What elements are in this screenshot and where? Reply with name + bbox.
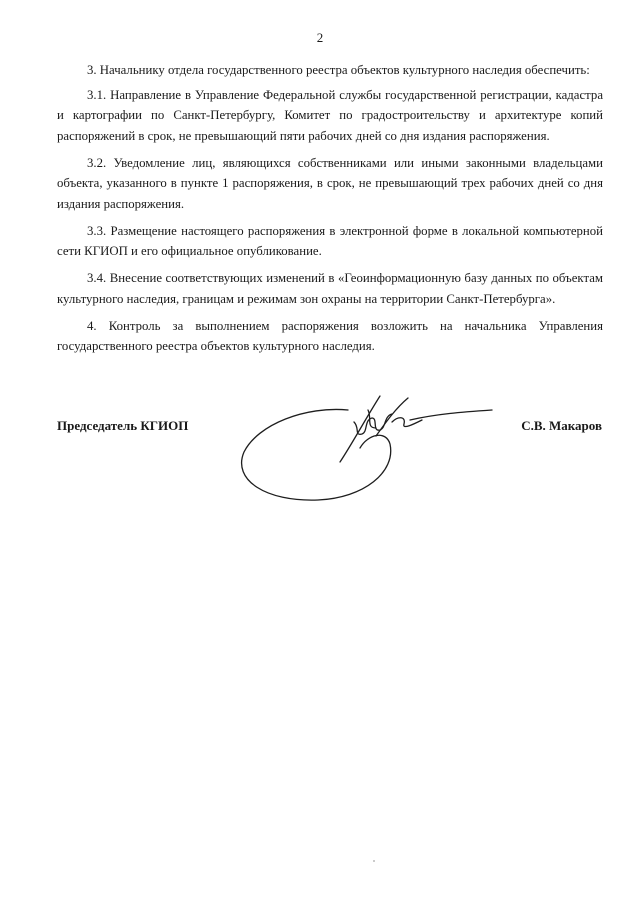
paragraph-3: 3. Начальнику отдела государственного реестра объектов культурного наследия обеспечить:: [87, 63, 590, 77]
page-number: 2: [316, 30, 324, 45]
paragraph-3-1: 3.1. Направление в Управление Федеральной службы государственной регистрации, кадастра и картографии по Санкт-Петербургу, Комитет по градостроительству и архитектуре копий распоряжений в срок, не превышающий пяти рабочих дней со дня издания распоряжения.: [57, 87, 603, 143]
paragraph-3-2: 3.2. Уведомление лиц, являющихся собственниками или иными законными владельцами объекта, указанного в пункте 1 распоряжения, в срок, не превышающий трех рабочих дней со дня издания распоряжения.: [57, 155, 603, 211]
paragraph-3-4: 3.4. Внесение соответствующих изменений в «Геоинформационную базу данных по объектам культурного наследия, границам и режимам зон охраны на территории Санкт-Петербурга».: [57, 271, 603, 306]
document-body: [57, 60, 603, 363]
paragraph-3-3: 3.3. Размещение настоящего распоряжения в электронной форме в локальной компьютерной сети КГИОП и его официальное опубликование.: [57, 223, 603, 258]
scan-speck: [373, 860, 375, 862]
signatory-name: С.В. Макаров: [521, 418, 602, 433]
paragraph-4: 4. Контроль за выполнением распоряжения возложить на начальника Управления государственного реестра объектов культурного наследия.: [57, 318, 603, 353]
signatory-title: Председатель КГИОП: [57, 418, 189, 433]
handwritten-signature: [236, 388, 498, 518]
